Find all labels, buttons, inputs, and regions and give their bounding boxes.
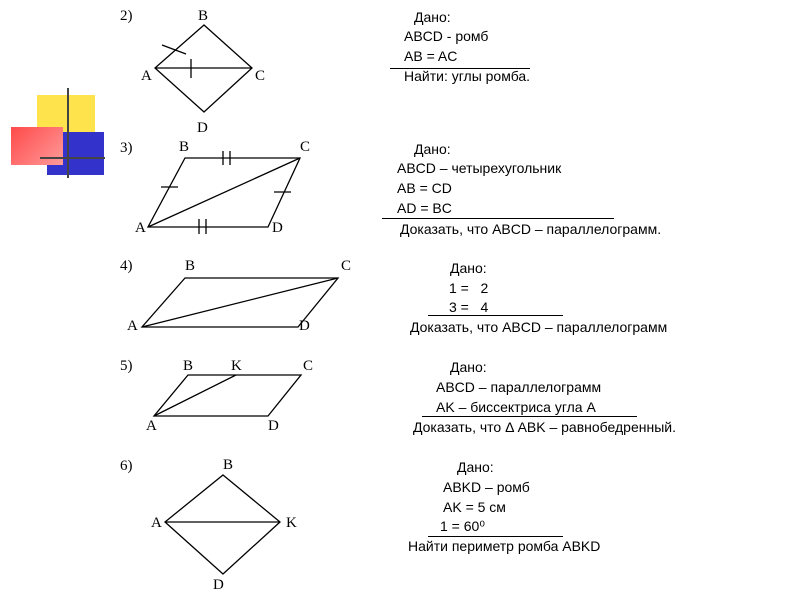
vertex-label-b: B: [179, 139, 190, 155]
problem-5-number: 5): [120, 358, 133, 374]
vertex-label-d: D: [197, 120, 208, 136]
problem-3-given-line: AD = BC: [397, 200, 452, 216]
vertex-label-b: B: [183, 358, 194, 374]
vertex-label-c: C: [300, 139, 311, 155]
vertex-label-a: A: [141, 68, 152, 84]
problem-5-given-line: ABCD – параллелограмм: [436, 379, 602, 395]
vertex-label-a: A: [127, 318, 138, 334]
vertex-label-d: D: [272, 220, 283, 236]
problem-4-given-heading: Дано:: [450, 260, 487, 276]
problem-3-task: Доказать, что ABCD – параллелограмм.: [400, 221, 662, 237]
problem-6-given-line: AK = 5 см: [443, 499, 506, 515]
vertex-label-a: A: [146, 418, 157, 434]
vertex-label-c: C: [303, 358, 314, 374]
vertex-label-b: B: [185, 258, 196, 274]
problem-2-given-line: ABCD - ромб: [404, 28, 489, 44]
problem-2-given-heading: Дано:: [414, 9, 451, 25]
problem-6-number: 6): [120, 458, 133, 474]
problem-4-given-line: 1 = 2: [449, 280, 489, 296]
vertex-label-c: C: [255, 68, 266, 84]
problem-6-divider: [428, 536, 563, 537]
rhombus-abkd: [165, 475, 280, 574]
vertex-label-c: C: [341, 258, 352, 274]
problem-4-number: 4): [120, 258, 133, 274]
problem-6-task: Найти периметр ромба ABKD: [408, 538, 601, 554]
problem-3-given-line: ABCD – четырехугольник: [397, 160, 562, 176]
problem-6-given-line: 1 = 60⁰: [440, 518, 485, 534]
problem-2-number: 2): [120, 8, 133, 24]
vertex-label-k: K: [231, 358, 242, 374]
problem-3-given-heading: Дано:: [414, 141, 451, 157]
problem-2-task: Найти: углы ромба.: [404, 68, 531, 84]
vertex-label-k: K: [286, 515, 297, 531]
problem-3-given-line: AB = CD: [397, 180, 452, 196]
problem-4-given-line: 3 = 4: [449, 299, 489, 315]
problem-5-task: Доказать, что Δ ABK – равнобедренный.: [413, 419, 676, 435]
problem-2-given-line: AB = AC: [404, 48, 458, 64]
problem-6-given-heading: Дано:: [457, 459, 494, 475]
vertex-label-b: B: [223, 457, 234, 473]
vertex-label-d: D: [268, 418, 279, 434]
vertex-label-a: A: [151, 515, 162, 531]
problem-5-given-heading: Дано:: [450, 359, 487, 375]
problem-3-number: 3): [120, 140, 133, 156]
problem-4-task: Доказать, что ABCD – параллелограмм: [410, 319, 668, 335]
vertex-label-b: B: [198, 8, 209, 24]
problem-6-given-line: ABKD – ромб: [443, 479, 530, 495]
problem-5-given-line: AK – биссектриса угла A: [436, 399, 596, 415]
vertex-label-d: D: [299, 318, 310, 334]
vertex-label-a: A: [135, 220, 146, 236]
vertex-label-d: D: [213, 577, 224, 593]
